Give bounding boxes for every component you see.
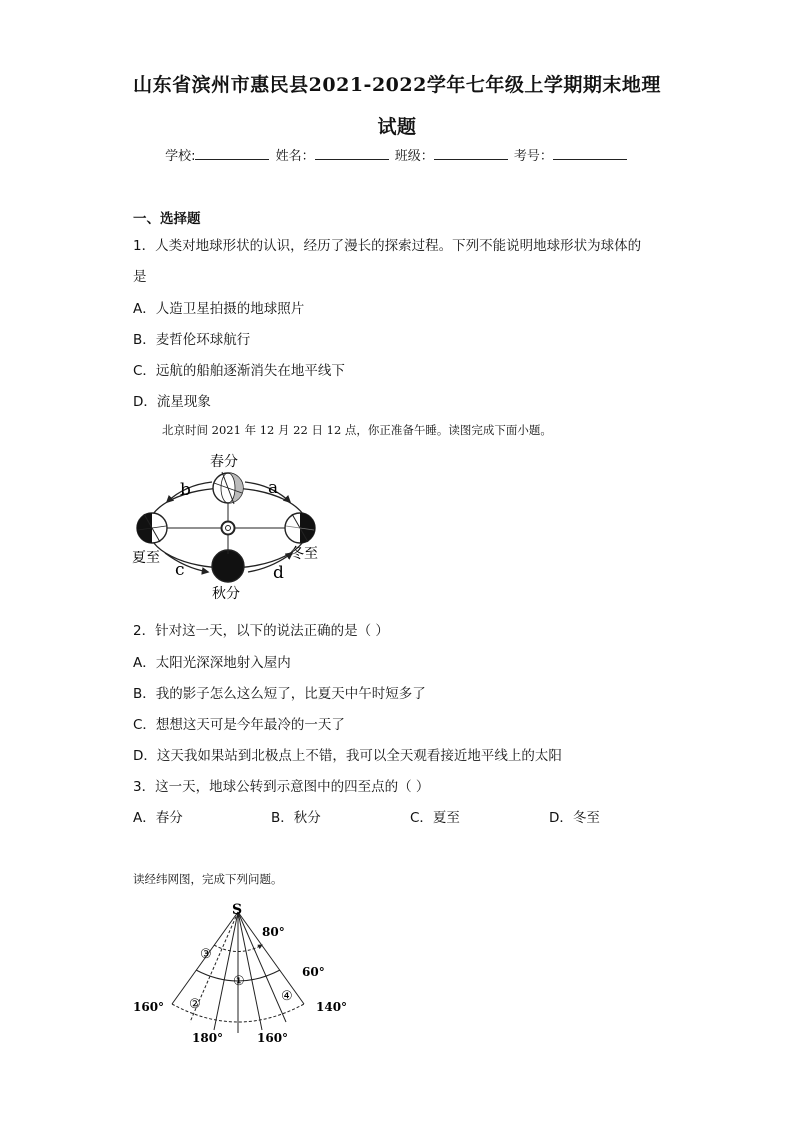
school-label: 学校: <box>165 149 196 164</box>
label-lat60: 60° <box>302 965 325 979</box>
q2-option-c: C．想想这天可是今年最冷的一天了 <box>133 717 345 733</box>
material1-text: 北京时间 2021 年 12 月 22 日 12 点，你正准备午睡。读图完成下面小题。 <box>162 423 552 437</box>
q1-stem-line2: 是 <box>133 269 147 285</box>
label-bottom160: 160° <box>257 1031 289 1045</box>
label-d: d <box>273 563 284 583</box>
exam-title-line2: 试题 <box>377 116 417 138</box>
q1-option-b: B．麦哲伦环球航行 <box>133 332 251 348</box>
point-4: ④ <box>281 989 293 1004</box>
q3-option-d: D．冬至 <box>549 810 600 826</box>
class-label: 班级： <box>394 149 434 164</box>
material2-text: 读经纬网图，完成下列问题。 <box>133 872 283 886</box>
q2-option-d: D．这天我如果站到北极点上不错，我可以全天观看接近地平线上的太阳 <box>133 748 562 764</box>
q1-stem-line1: 1．人类对地球形状的认识，经历了漫长的探索过程。下列不能说明地球形状为球体的 <box>133 238 642 254</box>
label-summer: 夏至 <box>132 550 160 566</box>
q2-option-a: A．太阳光深深地射入屋内 <box>133 655 291 671</box>
label-pole: S <box>232 902 243 918</box>
label-left160: 160° <box>133 1000 165 1014</box>
class-blank[interactable] <box>434 147 508 160</box>
q1-option-c: C．远航的船舶逐渐消失在地平线下 <box>133 363 345 379</box>
label-c: c <box>175 560 185 580</box>
student-info-row <box>0 145 794 164</box>
q1-option-a: A．人造卫星拍摄的地球照片 <box>133 301 305 317</box>
earth-summer-icon <box>137 513 167 543</box>
label-winter: 冬至 <box>290 546 318 562</box>
q1-option-d: D．流星现象 <box>133 394 211 410</box>
label-right140: 140° <box>316 1000 348 1014</box>
school-blank[interactable] <box>195 147 269 160</box>
label-autumn: 秋分 <box>212 586 240 600</box>
q3-option-a: A．春分 <box>133 810 183 826</box>
label-b: b <box>180 480 191 500</box>
exam-title-line1: 山东省滨州市惠民县2021-2022学年七年级上学期期末地理 <box>133 74 661 96</box>
q3-stem: 3．这一天，地球公转到示意图中的四至点的（ ） <box>133 779 430 795</box>
label-lat80: 80° <box>262 925 285 939</box>
name-label: 姓名： <box>275 149 315 164</box>
earth-winter-icon <box>285 513 315 543</box>
q3-option-c: C．夏至 <box>410 810 460 826</box>
label-bottom180: 180° <box>192 1031 224 1045</box>
q2-stem: 2．针对这一天，以下的说法正确的是（ ） <box>133 623 389 639</box>
name-blank[interactable] <box>315 147 389 160</box>
earth-spring-icon <box>213 472 243 504</box>
point-1: ① <box>233 974 245 989</box>
earth-orbit-diagram <box>130 450 350 600</box>
q2-option-b: B．我的影子怎么这么短了，比夏天中午时短多了 <box>133 686 426 702</box>
section-title: 一、选择题 <box>133 211 201 227</box>
number-blank[interactable] <box>553 147 627 160</box>
label-a: a <box>268 478 279 498</box>
earth-autumn-icon <box>212 548 244 582</box>
q3-option-b: B．秋分 <box>271 810 321 826</box>
number-label: 考号： <box>513 149 553 164</box>
point-2: ② <box>189 997 201 1012</box>
label-spring: 春分 <box>210 454 238 470</box>
point-3: ③ <box>200 947 212 962</box>
graticule-diagram <box>130 900 350 1050</box>
